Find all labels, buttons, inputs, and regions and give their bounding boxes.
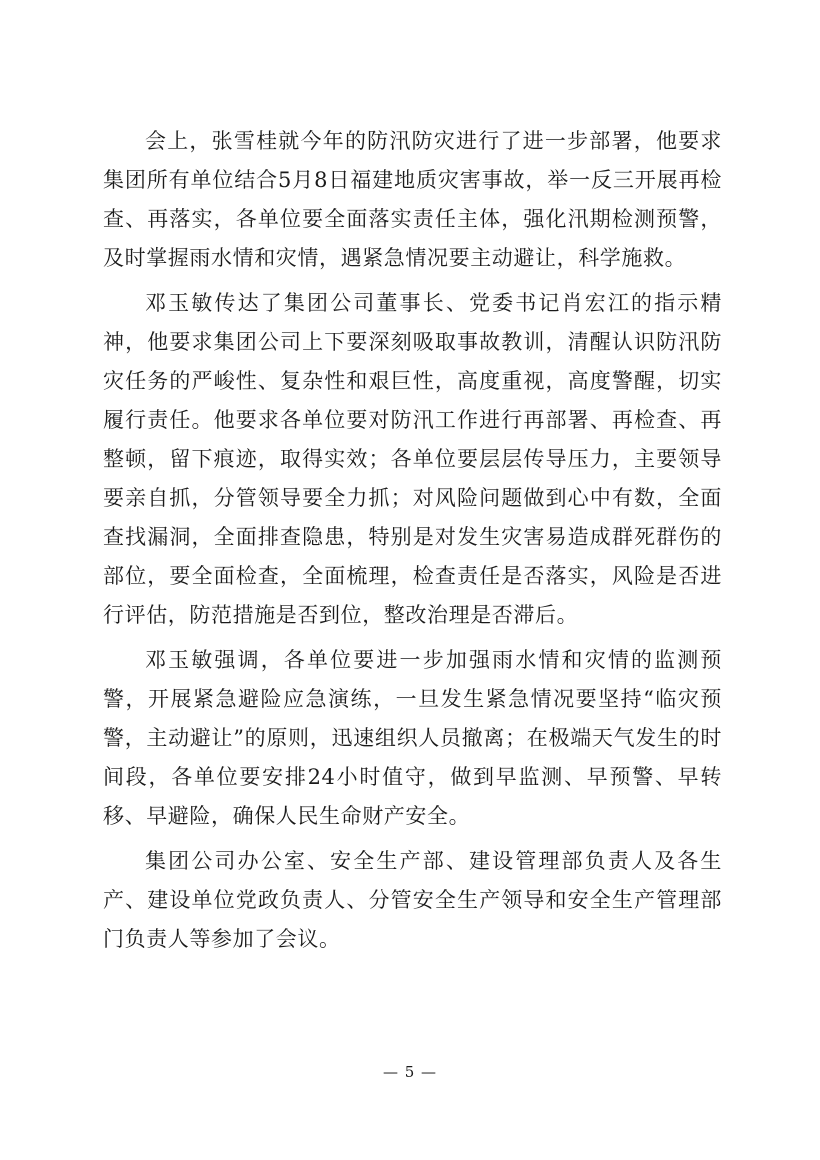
paragraph-chairman-instructions: 邓玉敏传达了集团公司董事长、党委书记肖宏江的指示精神，他要求集团公司上下要深刻吸取事故教训，清醒认识防汛防灾任务的严峻性、复杂性和艰巨性，高度重视，高度警醒，切实履行责任。他要求各单位要对防汛工作进行再部署、再检查、再整顿，留下痕迹，取得实效；各单位要层层传导压力，主要领导要亲自抓，分管领导要全力抓；对风险问题做到心中有数，全面查找漏洞，全面排查隐患，特别是对发生灾害易造成群死群伤的部位，要全面检查，全面梳理，检查责任是否落实，风险是否进行评估，防范措施是否到位，整改治理是否滞后。 (103, 291, 722, 627)
body-text (103, 122, 722, 965)
paragraph-monitoring-warning: 邓玉敏强调，各单位要进一步加强雨水情和灾情的监测预警，开展紧急避险应急演练，一旦发生紧急情况要坚持“临灾预警，主动避让”的原则，迅速组织人员撤离；在极端天气发生的时间段，各单位要安排24小时值守，做到早监测、早预警、早转移、早避险，确保人民生命财产安全。 (103, 648, 722, 828)
page-number: — 5 — (382, 1063, 438, 1081)
paragraph-attendees: 集团公司办公室、安全生产部、建设管理部负责人及各生产、建设单位党政负责人、分管安全生产领导和安全生产管理部门负责人等参加了会议。 (103, 849, 722, 951)
paragraph-flood-deployment: 会上，张雪桂就今年的防汛防灾进行了进一步部署，他要求集团所有单位结合5月8日福建地质灾害事故，举一反三开展再检查、再落实，各单位要全面落实责任主体，强化汛期检测预警，及时掌握雨水情和灾情，遇紧急情况要主动避让，科学施救。 (103, 129, 722, 270)
